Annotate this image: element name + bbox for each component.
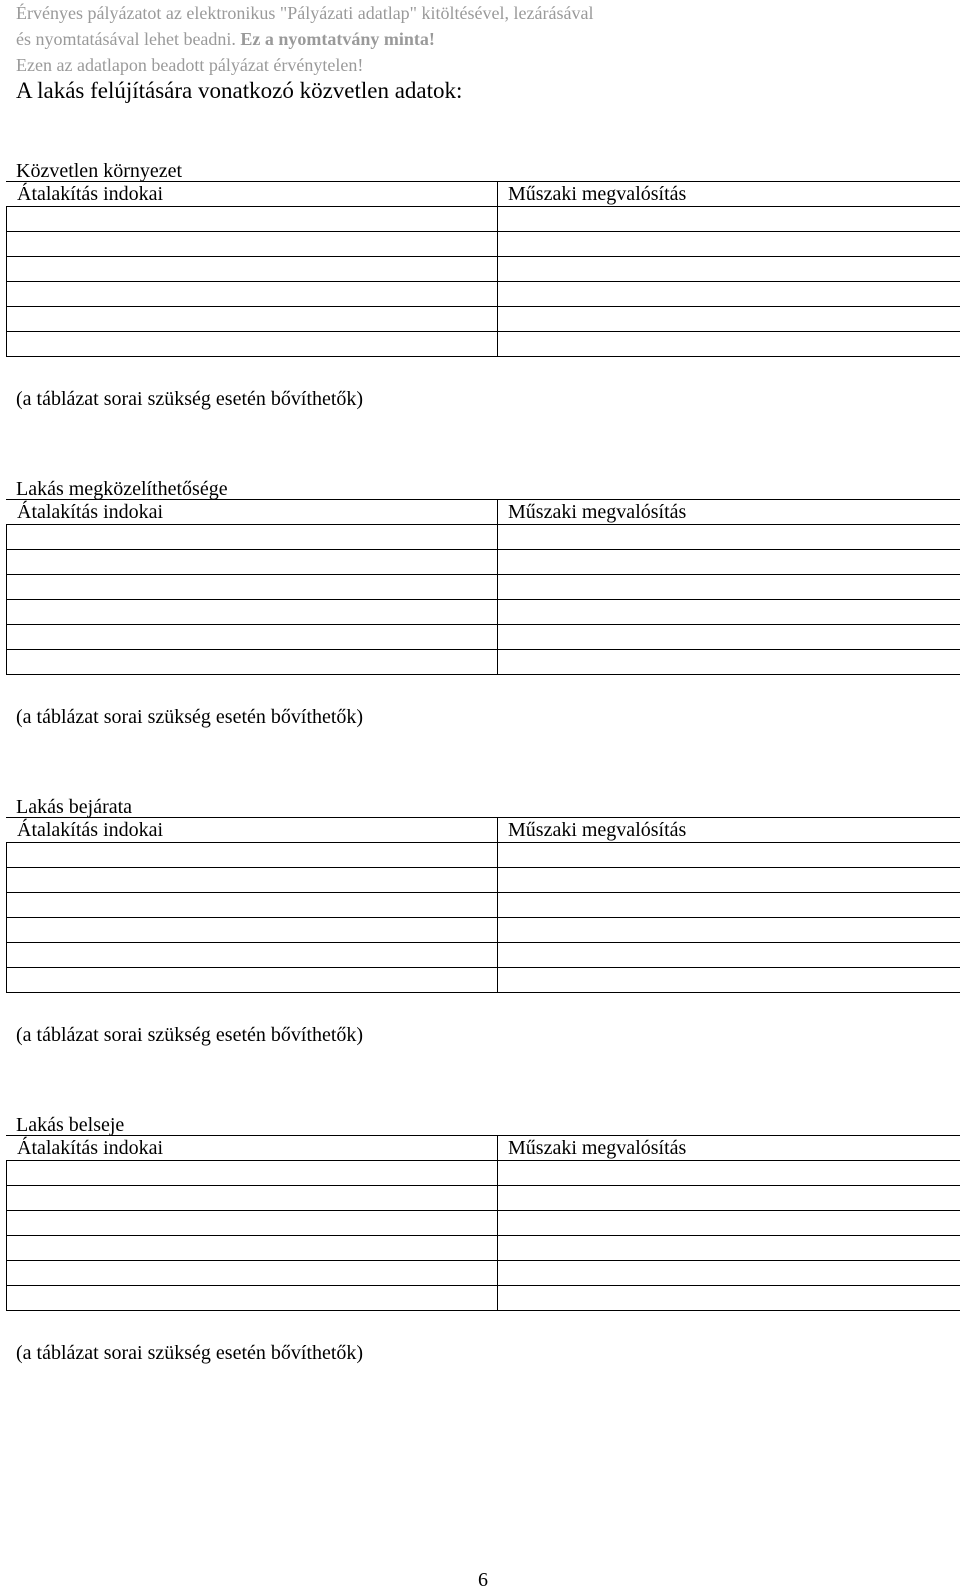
table-cell-technical[interactable] [498,893,960,918]
table-cell-reasons[interactable] [7,868,498,893]
table-row [7,1211,960,1236]
table-cell-reasons[interactable] [7,843,498,868]
table-cell-technical[interactable] [498,1286,960,1311]
table-row [7,550,960,575]
column-header-reasons: Átalakítás indokai [7,818,498,843]
table-cell-technical[interactable] [498,207,960,232]
table-cell-technical[interactable] [498,650,960,675]
table-row [7,525,960,550]
table-cell-technical[interactable] [498,843,960,868]
table-row [7,893,960,918]
table-row [7,600,960,625]
table-cell-reasons[interactable] [7,943,498,968]
table-expand-note: (a táblázat sorai szükség esetén bővíthetők) [16,1340,363,1366]
watermark-line-1: Érvényes pályázatot az elektronikus "Pályázati adatlap" kitöltésével, lezárásával [16,0,593,26]
watermark-line-2 [16,26,593,52]
table-cell-technical[interactable] [498,943,960,968]
table-cell-technical[interactable] [498,1186,960,1211]
table-cell-reasons[interactable] [7,918,498,943]
table-row [7,868,960,893]
table-row [7,232,960,257]
data-table [6,499,960,675]
column-header-technical: Műszaki megvalósítás [498,818,960,843]
table-cell-reasons[interactable] [7,968,498,993]
table-cell-technical[interactable] [498,600,960,625]
table-row [7,1236,960,1261]
table-cell-reasons[interactable] [7,600,498,625]
table-row [7,1186,960,1211]
data-table [6,817,960,993]
table-cell-reasons[interactable] [7,282,498,307]
table-cell-technical[interactable] [498,1211,960,1236]
table-cell-technical[interactable] [498,868,960,893]
table-expand-note: (a táblázat sorai szükség esetén bővíthetők) [16,386,363,412]
column-header-technical: Műszaki megvalósítás [498,500,960,525]
table-cell-reasons[interactable] [7,625,498,650]
table-cell-reasons[interactable] [7,1211,498,1236]
data-table [6,181,960,357]
table-row [7,968,960,993]
section-title: Lakás bejárata [16,794,132,820]
table-cell-reasons[interactable] [7,232,498,257]
table-cell-reasons[interactable] [7,307,498,332]
table-header-row [7,182,960,207]
table-cell-technical[interactable] [498,575,960,600]
table-cell-technical[interactable] [498,332,960,357]
column-header-reasons: Átalakítás indokai [7,500,498,525]
table-row [7,257,960,282]
table-row [7,332,960,357]
watermark-line-3: Ezen az adatlapon beadott pályázat érvénytelen! [16,52,593,78]
table-cell-technical[interactable] [498,550,960,575]
page-number: 6 [478,1568,488,1592]
table-cell-reasons[interactable] [7,893,498,918]
table-cell-technical[interactable] [498,1236,960,1261]
watermark-notice [16,0,593,78]
page-heading: A lakás felújítására vonatkozó közvetlen adatok: [16,76,462,106]
table-row [7,575,960,600]
section-title: Közvetlen környezet [16,158,182,184]
section-title: Lakás belseje [16,1112,124,1138]
table-cell-technical[interactable] [498,257,960,282]
table-cell-reasons[interactable] [7,1236,498,1261]
table-row [7,1261,960,1286]
table-cell-reasons[interactable] [7,1261,498,1286]
table-cell-technical[interactable] [498,232,960,257]
table-row [7,625,960,650]
table-row [7,282,960,307]
table-cell-technical[interactable] [498,1161,960,1186]
watermark-line-2-text: és nyomtatásával lehet beadni. [16,29,240,49]
table-cell-reasons[interactable] [7,257,498,282]
data-table [6,1135,960,1311]
column-header-technical: Műszaki megvalósítás [498,182,960,207]
column-header-reasons: Átalakítás indokai [7,182,498,207]
table-row [7,207,960,232]
table-cell-technical[interactable] [498,968,960,993]
table-cell-reasons[interactable] [7,650,498,675]
table-row [7,918,960,943]
table-cell-reasons[interactable] [7,1186,498,1211]
table-header-row [7,500,960,525]
table-header-row [7,818,960,843]
table-expand-note: (a táblázat sorai szükség esetén bővíthetők) [16,704,363,730]
table-cell-reasons[interactable] [7,525,498,550]
table-row [7,943,960,968]
section-title: Lakás megközelíthetősége [16,476,228,502]
table-cell-reasons[interactable] [7,1161,498,1186]
table-cell-reasons[interactable] [7,332,498,357]
table-cell-reasons[interactable] [7,550,498,575]
watermark-sample-notice: Ez a nyomtatvány minta! [240,29,435,49]
table-row [7,843,960,868]
table-header-row [7,1136,960,1161]
table-expand-note: (a táblázat sorai szükség esetén bővíthetők) [16,1022,363,1048]
table-cell-technical[interactable] [498,625,960,650]
column-header-technical: Műszaki megvalósítás [498,1136,960,1161]
table-cell-technical[interactable] [498,525,960,550]
table-cell-reasons[interactable] [7,207,498,232]
table-cell-technical[interactable] [498,282,960,307]
table-row [7,307,960,332]
table-cell-technical[interactable] [498,1261,960,1286]
table-cell-technical[interactable] [498,307,960,332]
table-row [7,650,960,675]
table-row [7,1161,960,1186]
column-header-reasons: Átalakítás indokai [7,1136,498,1161]
table-cell-technical[interactable] [498,918,960,943]
table-cell-reasons[interactable] [7,1286,498,1311]
table-cell-reasons[interactable] [7,575,498,600]
table-row [7,1286,960,1311]
